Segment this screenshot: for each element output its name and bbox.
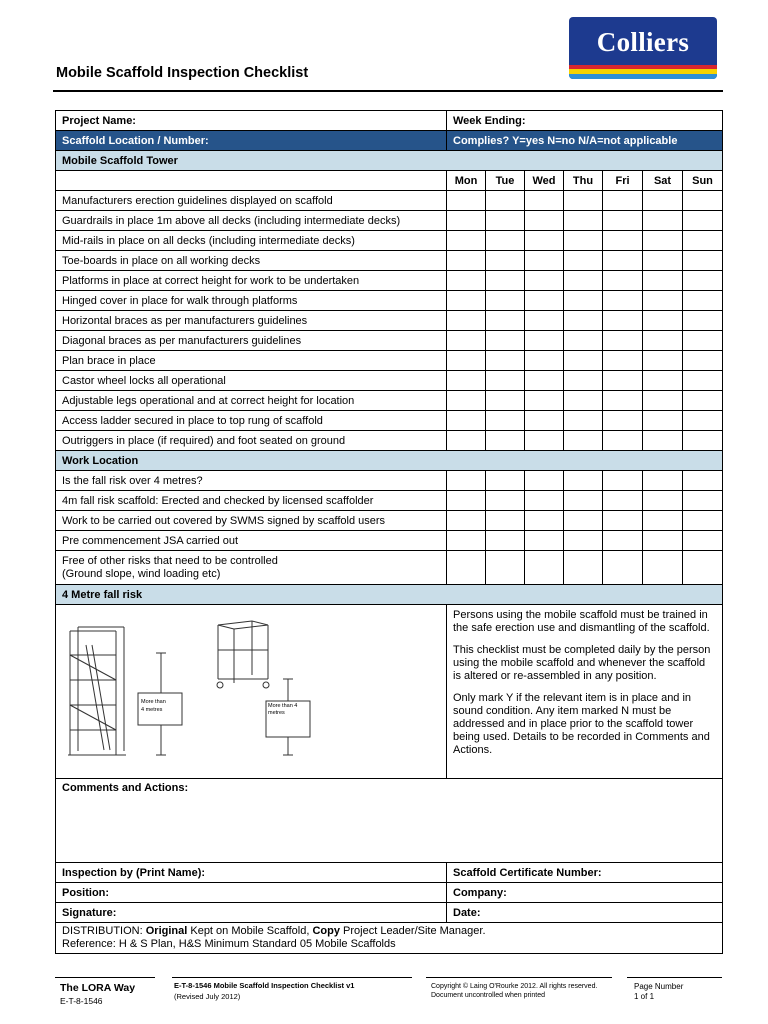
day-header: Tue [486,171,525,191]
check-cell[interactable] [564,391,603,411]
signoff-row-3 [56,903,723,923]
checklist-row [56,431,723,451]
note-paragraph: Persons using the mobile scaffold must be trained in the safe erection use and dismantling of the scaffold. [453,609,710,634]
item-label: Hinged cover in place for walk through platforms [56,291,447,311]
item-label: 4m fall risk scaffold: Erected and checked by licensed scaffolder [56,491,447,511]
check-cell[interactable] [486,471,525,491]
check-cell[interactable] [603,431,643,451]
checklist-row [56,471,723,491]
check-cell[interactable] [564,211,603,231]
item-label: Horizontal braces as per manufacturers guidelines [56,311,447,331]
footer-lora: The LORA Way [60,982,136,994]
distribution-copy: Copy [312,925,340,937]
item-label: Free of other risks that need to be controlled [62,554,278,567]
item-label: Plan brace in place [56,351,447,371]
check-cell[interactable] [683,191,723,211]
check-cell[interactable] [486,431,525,451]
check-cell[interactable] [603,551,643,585]
check-cell[interactable] [603,491,643,511]
document-title: Mobile Scaffold Inspection Checklist [56,65,309,81]
item-label: Adjustable legs operational and at correct height for location [56,391,447,411]
item-label: Guardrails in place 1m above all decks (including intermediate decks) [56,211,447,231]
section-title-work: Work Location [56,451,723,471]
check-cell[interactable] [683,471,723,491]
signature-field[interactable]: Signature: [56,903,447,923]
check-cell[interactable] [603,291,643,311]
checklist-row [56,291,723,311]
check-cell[interactable] [603,391,643,411]
check-cell[interactable] [683,291,723,311]
check-cell[interactable] [643,551,683,585]
check-cell[interactable] [447,431,486,451]
item-label: Is the fall risk over 4 metres? [56,471,447,491]
distribution-reference: Reference: H & S Plan, H&S Minimum Standard 05 Mobile Scaffolds [62,938,396,950]
check-cell[interactable] [525,531,564,551]
item-label: Mid-rails in place on all decks (including intermediate decks) [56,231,447,251]
check-cell[interactable] [525,551,564,585]
signoff-row-2 [56,883,723,903]
check-cell[interactable] [564,311,603,331]
day-header: Thu [564,171,603,191]
colliers-logo [569,17,717,79]
check-cell[interactable] [486,331,525,351]
check-cell[interactable] [447,311,486,331]
check-cell[interactable] [564,411,603,431]
check-cell[interactable] [486,291,525,311]
cert-number-field[interactable]: Scaffold Certificate Number: [447,863,723,883]
scaffold-location-field[interactable]: Scaffold Location / Number: [56,131,447,151]
check-cell[interactable] [564,351,603,371]
checklist-row [56,491,723,511]
check-cell[interactable] [564,551,603,585]
footer-doc-line: E-T-8-1546 Mobile Scaffold Inspection Checklist v1 [174,981,355,990]
check-cell[interactable] [643,411,683,431]
checklist-row [56,411,723,431]
checklist-row [56,351,723,371]
check-cell[interactable] [643,351,683,371]
check-cell[interactable] [447,391,486,411]
fall-risk-notes [447,605,723,779]
check-cell[interactable] [486,531,525,551]
signoff-row-1 [56,863,723,883]
check-cell[interactable] [447,251,486,271]
check-cell[interactable] [525,511,564,531]
check-cell[interactable] [447,411,486,431]
check-cell[interactable] [683,331,723,351]
check-cell[interactable] [525,331,564,351]
check-cell[interactable] [683,371,723,391]
scaffold-illustration [56,605,326,775]
check-cell[interactable] [683,311,723,331]
check-cell[interactable] [643,191,683,211]
check-cell[interactable] [603,311,643,331]
check-cell[interactable] [643,471,683,491]
check-cell[interactable] [525,471,564,491]
check-cell[interactable] [643,291,683,311]
item-label: Toe-boards in place on all working decks [56,251,447,271]
distribution-row [56,923,723,954]
scaffold-illustration-cell [56,605,447,779]
check-cell[interactable] [564,491,603,511]
check-cell[interactable] [564,371,603,391]
check-cell[interactable] [447,211,486,231]
check-cell[interactable] [603,411,643,431]
check-cell[interactable] [525,371,564,391]
comments-row [56,779,723,863]
check-cell[interactable] [447,491,486,511]
item-label: Castor wheel locks all operational [56,371,447,391]
item-label: Manufacturers erection guidelines displayed on scaffold [56,191,447,211]
footer-rule [172,977,412,978]
comments-field[interactable] [56,779,723,863]
day-header: Sat [643,171,683,191]
check-cell[interactable] [643,311,683,331]
check-cell[interactable] [447,331,486,351]
dimension-label: 4 metres [141,707,163,713]
check-cell[interactable] [525,491,564,511]
checklist-row [56,191,723,211]
check-cell[interactable] [525,391,564,411]
item-label: (Ground slope, wind loading etc) [62,567,221,580]
check-cell[interactable] [564,331,603,351]
check-cell[interactable] [486,511,525,531]
check-cell[interactable] [447,531,486,551]
item-label: Outriggers in place (if required) and foot seated on ground [56,431,447,451]
footer-page-value: 1 of 1 [634,992,655,1001]
section-header-fall [56,585,723,605]
checklist-row [56,511,723,531]
checklist-row [56,531,723,551]
distribution-label: DISTRIBUTION: [62,925,143,937]
check-cell[interactable] [683,491,723,511]
check-cell[interactable] [643,431,683,451]
check-cell[interactable] [564,191,603,211]
footer-revised: (Revised July 2012) [174,992,241,1001]
check-cell[interactable] [447,371,486,391]
position-field[interactable]: Position: [56,883,447,903]
footer-rule [627,977,722,978]
item-label: Diagonal braces as per manufacturers guidelines [56,331,447,351]
checklist-row [56,331,723,351]
location-row [56,131,723,151]
check-cell[interactable] [564,511,603,531]
company-field[interactable]: Company: [447,883,723,903]
check-cell[interactable] [683,551,723,585]
checklist-row [56,211,723,231]
check-cell[interactable] [603,511,643,531]
check-cell[interactable] [486,311,525,331]
check-cell[interactable] [447,291,486,311]
check-cell[interactable] [525,271,564,291]
project-name-field[interactable]: Project Name: [56,111,447,131]
check-cell[interactable] [643,491,683,511]
item-label: Pre commencement JSA carried out [56,531,447,551]
check-cell[interactable] [486,551,525,585]
check-cell[interactable] [525,231,564,251]
footer-page-label: Page Number [634,982,684,991]
checklist-table [55,110,723,954]
check-cell[interactable] [683,211,723,231]
check-cell[interactable] [447,231,486,251]
check-cell[interactable] [564,251,603,271]
check-cell[interactable] [643,271,683,291]
check-cell[interactable] [486,211,525,231]
day-header: Mon [447,171,486,191]
check-cell[interactable] [643,251,683,271]
check-cell[interactable] [643,531,683,551]
check-cell[interactable] [447,271,486,291]
check-cell[interactable] [447,551,486,585]
check-cell[interactable] [643,331,683,351]
check-cell[interactable] [447,191,486,211]
complies-legend: Complies? Y=yes N=no N/A=not applicable [447,131,723,151]
check-cell[interactable] [486,351,525,371]
check-cell[interactable] [683,351,723,371]
footer-copyright: Copyright © Laing O'Rourke 2012. All rights reserved. Document uncontrolled when printed [431,983,598,999]
check-cell[interactable] [486,251,525,271]
check-cell[interactable] [603,271,643,291]
note-paragraph: This checklist must be completed daily by the person using the mobile scaffold and whenever the scaffold is altered or re-assembled in any position. [453,644,711,682]
fall-risk-row [56,605,723,779]
logo-text: Colliers [596,27,690,57]
check-cell[interactable] [486,271,525,291]
dimension-label: More than [141,699,166,705]
footer-rule [55,977,155,978]
checklist-row [56,551,723,585]
item-label: Access ladder secured in place to top rung of scaffold [56,411,447,431]
check-cell[interactable] [486,491,525,511]
check-cell[interactable] [564,431,603,451]
check-cell[interactable] [564,531,603,551]
check-cell[interactable] [643,231,683,251]
day-header: Sun [683,171,723,191]
check-cell[interactable] [603,251,643,271]
check-cell[interactable] [486,231,525,251]
check-cell[interactable] [447,471,486,491]
section-title-fall: 4 Metre fall risk [56,585,723,605]
check-cell[interactable] [486,391,525,411]
check-cell[interactable] [447,511,486,531]
check-cell[interactable] [525,351,564,371]
footer-rule [426,977,612,978]
check-cell[interactable] [603,351,643,371]
day-header: Fri [603,171,643,191]
distribution-original-text: Kept on Mobile Scaffold, [190,925,310,937]
logo-stripes [569,65,717,79]
dimension-label: More than 4 metres [268,703,298,716]
check-cell[interactable] [525,211,564,231]
inspection-by-field[interactable]: Inspection by (Print Name): [56,863,447,883]
check-cell[interactable] [683,531,723,551]
check-cell[interactable] [603,471,643,491]
comments-label: Comments and Actions: [62,782,189,794]
check-cell[interactable] [643,511,683,531]
checklist-row [56,311,723,331]
checklist-row [56,231,723,251]
check-cell[interactable] [643,211,683,231]
check-cell[interactable] [564,471,603,491]
distribution-copy-text: Project Leader/Site Manager. [343,925,486,937]
check-cell[interactable] [683,431,723,451]
check-cell[interactable] [643,371,683,391]
day-header-row [56,171,723,191]
check-cell[interactable] [486,411,525,431]
check-cell[interactable] [486,191,525,211]
check-cell[interactable] [603,331,643,351]
check-cell[interactable] [525,431,564,451]
project-row [56,111,723,131]
check-cell[interactable] [525,311,564,331]
section-header-work [56,451,723,471]
check-cell[interactable] [683,391,723,411]
check-cell[interactable] [683,231,723,251]
check-cell[interactable] [564,231,603,251]
section-header-tower [56,151,723,171]
checklist-row [56,271,723,291]
check-cell[interactable] [525,411,564,431]
section-title-tower: Mobile Scaffold Tower [56,151,723,171]
footer-code: E-T-8-1546 [60,996,103,1006]
check-cell[interactable] [525,291,564,311]
check-cell[interactable] [603,231,643,251]
date-field[interactable]: Date: [447,903,723,923]
check-cell[interactable] [643,391,683,411]
check-cell[interactable] [447,351,486,371]
check-cell[interactable] [564,271,603,291]
check-cell[interactable] [525,191,564,211]
check-cell[interactable] [683,271,723,291]
check-cell[interactable] [603,211,643,231]
item-label: Platforms in place at correct height for work to be undertaken [56,271,447,291]
check-cell[interactable] [525,251,564,271]
week-ending-field[interactable]: Week Ending: [447,111,723,131]
checklist-row [56,251,723,271]
note-paragraph: Only mark Y if the relevant item is in place and in sound condition. Any item marked N must be addressed and in place prior to the scaffold tower being used. Details to be recorded in Comments and Actions. [453,692,710,756]
check-cell[interactable] [603,191,643,211]
check-cell[interactable] [564,291,603,311]
checklist-row [56,391,723,411]
check-cell[interactable] [603,371,643,391]
check-cell[interactable] [603,531,643,551]
checklist-row [56,371,723,391]
check-cell[interactable] [683,411,723,431]
distribution-original: Original [145,925,188,937]
day-header: Wed [525,171,564,191]
title-rule [53,90,723,92]
check-cell[interactable] [683,251,723,271]
check-cell[interactable] [486,371,525,391]
item-label: Work to be carried out covered by SWMS signed by scaffold users [56,511,447,531]
distribution-note [56,923,723,954]
check-cell[interactable] [683,511,723,531]
